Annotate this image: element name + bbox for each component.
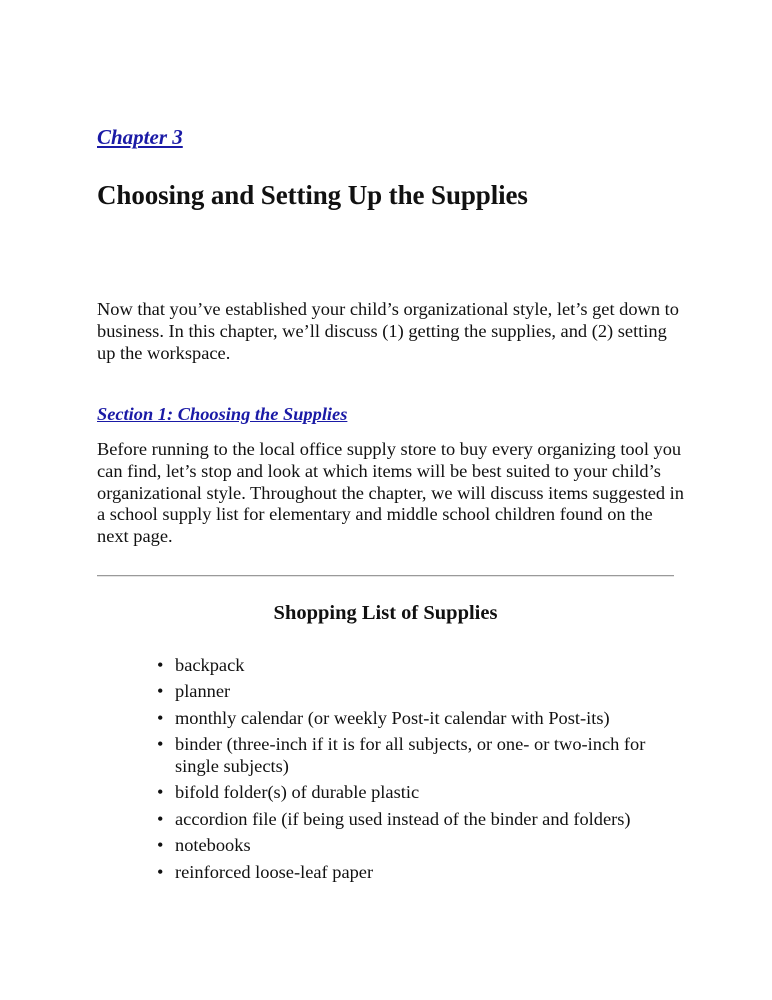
- list-item: [157, 782, 655, 804]
- chapter-title: Choosing and Setting Up the Supplies: [97, 180, 528, 210]
- shopping-list-heading: Shopping List of Supplies: [273, 602, 498, 624]
- list-item-text: planner: [175, 681, 231, 702]
- section-link[interactable]: Section 1: Choosing the Supplies: [97, 404, 348, 424]
- shopping-list: [157, 655, 655, 888]
- list-item-text: monthly calendar (or weekly Post-it calendar with Post-its): [175, 707, 610, 728]
- list-item-text: bifold folder(s) of durable plastic: [175, 782, 420, 803]
- list-item: [157, 655, 655, 677]
- bullet-icon: •: [157, 782, 164, 803]
- list-item-text: binder (three-inch if it is for all subjects, or one- or two-inch for single subjects): [175, 734, 646, 776]
- bullet-icon: •: [157, 734, 164, 755]
- bullet-icon: •: [157, 861, 164, 882]
- bullet-icon: •: [157, 835, 164, 856]
- intro-paragraph: Now that you’ve established your child’s organizational style, let’s get down to business. In this chapter, we’ll discuss (1) getting the supplies, and (2) setting up the workspace.: [97, 299, 679, 363]
- list-item: [157, 835, 655, 857]
- list-item-text: accordion file (if being used instead of the binder and folders): [175, 808, 631, 829]
- list-item-text: notebooks: [175, 835, 251, 856]
- chapter-link[interactable]: Chapter 3: [97, 125, 183, 149]
- list-item: [157, 681, 655, 703]
- list-item: [157, 707, 655, 730]
- list-item-text: reinforced loose-leaf paper: [175, 861, 374, 882]
- horizontal-divider: [97, 575, 674, 577]
- bullet-icon: •: [157, 707, 164, 728]
- section-body-paragraph: Before running to the local office supply store to buy every organizing tool you can find, let’s stop and look at which items will be best suited to your child’s organizational style. Throughout the chapter, we will discuss items suggested in a school supply list for elementary and middle school children found on the next page.: [97, 439, 684, 547]
- list-item: [157, 808, 655, 831]
- list-item: [157, 861, 655, 884]
- list-item-text: backpack: [175, 655, 245, 675]
- bullet-icon: •: [157, 808, 164, 829]
- bullet-icon: •: [157, 655, 164, 675]
- list-item: [157, 734, 655, 778]
- bullet-icon: •: [157, 681, 164, 702]
